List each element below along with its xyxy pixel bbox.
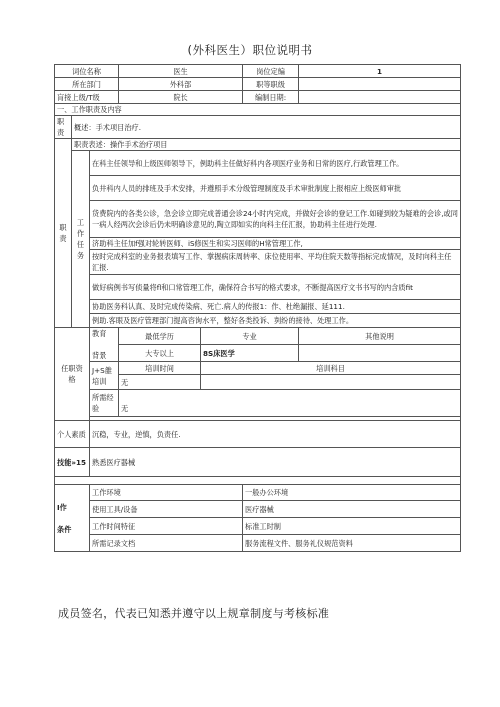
quota-value: 1 [299, 65, 461, 78]
qual-label: 任职资 格 [55, 328, 90, 421]
task-item: 协助医务科认真、及时完成传染病、死亡.病人的传报1：作、杜绝漏报、延111. [90, 300, 461, 314]
rank-label: 职等职级 [243, 78, 299, 91]
dept-label: 所在部门 [55, 78, 119, 91]
work-label-a: 职责 [55, 139, 72, 328]
task-item: 按时完成科室的业务报表填写工作、掌握病床周转率、床位使用率、平均住院天数等指标完成情况，及时向科主任汇报. [90, 250, 461, 275]
quota-label: 岗位定编 [243, 65, 299, 78]
cond-value: 医疗器械 [243, 501, 461, 518]
rank-value [299, 78, 461, 91]
cond-name: 工作时间特征 [90, 518, 243, 535]
date-label: 编制日期: [243, 91, 299, 104]
task-item: 货费院内的各类公诊，急会诊立即完成普通会诊24小时内完成，并做好会诊的登记工作.如碰到较为疑难的会诊,或同一病人经两次会诊后仍未明确诊意见的,陶立即如实的向科主任汇报，协助科主任进行处理. [90, 201, 461, 238]
cond-value: 标准工时制 [243, 518, 461, 535]
section-heading: 一、工作职责及内容 [55, 104, 461, 116]
task-item: 做好病例书写侦量将fl和口常管理工作，确保符合书写的格式要求，不断提高医疗文书书写的内含质fit [90, 275, 461, 300]
edu-value-major: 8S床医学 [201, 345, 299, 362]
train-value-subject [201, 375, 461, 390]
task-item: 济助科主任加f强对轮转医师、iS修医生和实习医师的H常管理工作, [90, 238, 461, 250]
cond-name: 使用工具/设备 [90, 501, 243, 518]
work-label-b: 工作 任务 [72, 151, 90, 328]
duty-overview: 概述：手术项目治疗. [72, 116, 461, 139]
skills-label: 技能»15 [55, 448, 90, 477]
personal-value: 沉稳，专业，逆慎，负责任. [90, 421, 461, 448]
edu-value-min: 大专以上 [119, 345, 201, 362]
edu-header-other: 其他说明 [299, 328, 461, 345]
train-header-time: 培训时间 [119, 362, 201, 375]
cond-value: 服务流程文件、服务礼仪规范资料 [243, 535, 461, 552]
personal-label: 个人素质 [55, 421, 90, 448]
position-name-label: 词位名称 [55, 65, 119, 78]
train-header-subject: 培训科目 [201, 362, 461, 375]
edu-header-min: 最低学历 [119, 328, 201, 345]
exp-value: 无 [119, 390, 461, 417]
exp-label: 所需经验 [90, 390, 119, 417]
position-name-value: 医生 [119, 65, 243, 78]
cond-name: 工作环境 [90, 485, 243, 501]
signature-statement: 成员签名，代表已知悉并遵守以上规章制度与考核标准 [58, 607, 330, 620]
cond-value: 一般办公环境 [243, 485, 461, 501]
date-value [299, 91, 461, 104]
skills-value: 熟悉医疗器械 [90, 448, 461, 477]
document-title: (外科医生）职位说明书 [187, 43, 313, 57]
duty-label: 职责 [55, 116, 72, 139]
dept-value: 外科部 [119, 78, 243, 91]
work-desc: 职责表述：操作手术治疗项目 [72, 139, 461, 151]
spacer-row [55, 477, 461, 485]
task-item: 负井科内人员的排班及手术安排，并遵照手术分级管理制度及手术审批制度上报相应上级医师审批 [90, 176, 461, 201]
edu-value-other [299, 345, 461, 362]
cond-name: 所需记录文档 [90, 535, 243, 552]
train-value-time: 无 [119, 375, 201, 390]
train-label: J+S雒培训 [90, 362, 119, 390]
superior-label: 肓接上级/T级 [55, 91, 119, 104]
edu-label: 教育 背景 [90, 328, 119, 362]
task-item: 例助.客眼及医疗管理部门提高咨询水平，整好各类投诉、刿纷的接待、处理工作。 [90, 314, 461, 328]
job-description-table [54, 64, 461, 552]
conditions-label: I作 条件 [55, 485, 90, 552]
superior-value: 院长 [119, 91, 243, 104]
edu-header-major: 专业 [201, 328, 299, 345]
task-item: 在科主任领导和上级医师领导下，例助科主任做好科内各项医疗业务和日常的医疗,行政管理工作。 [90, 151, 461, 176]
